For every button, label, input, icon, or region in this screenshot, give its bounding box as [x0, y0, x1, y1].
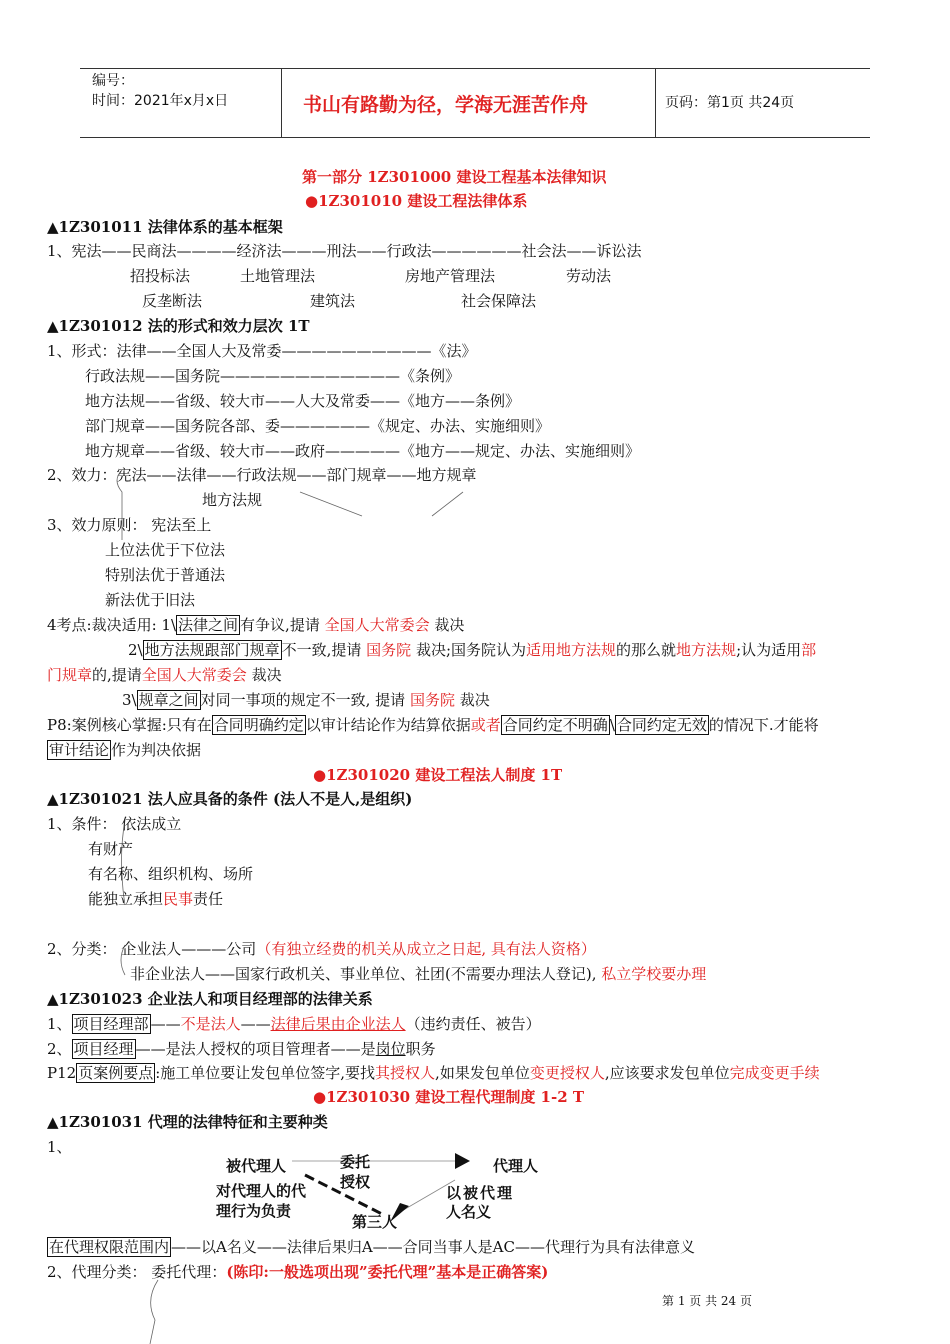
in-name-label: 以被代理 [446, 1184, 515, 1202]
in-name-label: 人名义 [446, 1203, 492, 1221]
law-item: 社会保障法 [461, 292, 537, 310]
principle-head: 3、效力原则： 宪法至上 [47, 516, 212, 534]
condition: 能独立承担民事责任 [88, 890, 224, 908]
principle: 上位法优于下位法 [105, 541, 226, 559]
heading-1023: ▲1Z301023 企业法人和项目经理部的法律关系 [47, 990, 373, 1008]
responsible-label: 对代理人的代 [216, 1182, 307, 1200]
condition-head: 1、条件： 依法成立 [47, 815, 182, 833]
form-line: 地方法规——省级、较大市——人大及常委——《地方——条例》 [85, 392, 521, 410]
motto: 书山有路勤为径，学海无涯苦作舟 [303, 94, 589, 116]
classification-2: 非企业法人——国家行政机关、事业单位、社团(不需要办理法人登记), 私立学校要办理 [130, 965, 707, 983]
exam-point-3: 3\ 规章之间 对同一事项的规定不一致, 提请 国务院 裁决 [122, 691, 490, 709]
law-item: 劳动法 [566, 267, 612, 285]
item-number: 1、 [47, 1138, 72, 1156]
relation-2: 2、 项目经理 ——是法人授权的项目管理者——是岗位职务 [47, 1040, 436, 1058]
form-line: 部门规章——国务院各部、委——————《规定、办法、实施细则》 [85, 417, 551, 435]
entrust-label: 委托 [340, 1153, 371, 1171]
form-line: 1、形式：法律——全国人大及常委——————————《法》 [47, 342, 477, 360]
third-party-label: 第三人 [352, 1213, 398, 1231]
case-p12: P12 页案例要点 :施工单位要让发包单位签字,要找其授权人,如果发包单位变更授权人,应该要求发包单位完成变更手续 [47, 1064, 820, 1082]
law-item: 建筑法 [310, 292, 356, 310]
condition: 有名称、组织机构、场所 [88, 865, 254, 883]
principle: 特别法优于普通法 [105, 566, 226, 584]
law-item: 土地管理法 [240, 267, 316, 285]
section-title-1030: ●1Z301030 建设工程代理制度 1-2 T [313, 1088, 585, 1106]
page-footer: 第 1 页 共 24 页 [662, 1294, 752, 1308]
effect-line: 2、效力：宪法——法律——行政法规——部门规章——地方规章 [47, 466, 477, 484]
heading-1011: ▲1Z301011 法律体系的基本框架 [47, 218, 283, 236]
heading-1021: ▲1Z301021 法人应具备的条件 (法人不是人,是组织) [47, 790, 413, 808]
time-label: 时间：2021年x月x日 [92, 93, 229, 109]
page-info: 页码：第1页 共24页 [665, 95, 795, 111]
heading-1031: ▲1Z301031 代理的法律特征和主要种类 [47, 1113, 328, 1131]
responsible-label: 理行为负责 [216, 1202, 292, 1220]
authorize-label: 授权 [340, 1173, 371, 1191]
part-title: 第一部分 1Z301000 建设工程基本法律知识 [302, 168, 607, 186]
agency-scope: 在代理权限范围内 ——以A名义——法律后果归A——合同当事人是AC——代理行为具有法律意义 [49, 1238, 695, 1256]
effect-sub: 地方法规 [202, 491, 263, 509]
law-item: 房地产管理法 [405, 267, 496, 285]
section-title-1020: ●1Z301020 建设工程法人制度 1T [313, 766, 563, 784]
relation-1: 1、 项目经理部 ——不是法人——法律后果由企业法人（违约责任、被告） [47, 1015, 541, 1033]
code-label: 编号： [92, 73, 134, 89]
classification-1: 2、分类： 企业法人———公司（有独立经费的机关从成立之日起, 具有法人资格） [47, 940, 596, 958]
law-item: 招投标法 [130, 267, 191, 285]
condition: 有财产 [88, 840, 134, 858]
exam-point-2: 2\ 地方法规跟部门规章 不一致,提请 国务院 裁决;国务院认为适用地方法规的那么就地方法规;认为适用部 [128, 641, 817, 659]
agency-classification: 2、代理分类： 委托代理：(陈印:一般选项出现”委托代理”基本是正确答案) [47, 1263, 549, 1281]
law-system-line: 1、宪法——民商法————经济法———刑法——行政法——————社会法——诉讼法 [47, 242, 642, 260]
principal-label: 被代理人 [226, 1157, 287, 1175]
case-p8-cont: 审计结论 作为判决依据 [49, 741, 202, 759]
form-line: 地方规章——省级、较大市——政府—————《地方——规定、办法、实施细则》 [85, 442, 641, 460]
exam-point-2-cont: 门规章的,提请全国人大常委会 裁决 [47, 666, 282, 684]
arrow-head [455, 1153, 470, 1169]
heading-1012: ▲1Z301012 法的形式和效力层次 1T [47, 317, 310, 335]
form-line: 行政法规——国务院————————————《条例》 [85, 367, 461, 385]
agent-label: 代理人 [493, 1157, 539, 1175]
section-title: ●1Z301010 建设工程法律体系 [305, 192, 528, 210]
law-item: 反垄断法 [142, 292, 203, 310]
case-p8: P8:案例核心掌握:只有在 合同明确约定 以审计结论作为结算依据或者 合同约定不明确 \ 合同约定无效 的情况下.才能将 [47, 716, 819, 734]
exam-point-1: 4考点:裁决适用: 1\ 法律之间 有争议,提请 全国人大常委会 裁决 [47, 616, 465, 634]
principle: 新法优于旧法 [105, 591, 196, 609]
